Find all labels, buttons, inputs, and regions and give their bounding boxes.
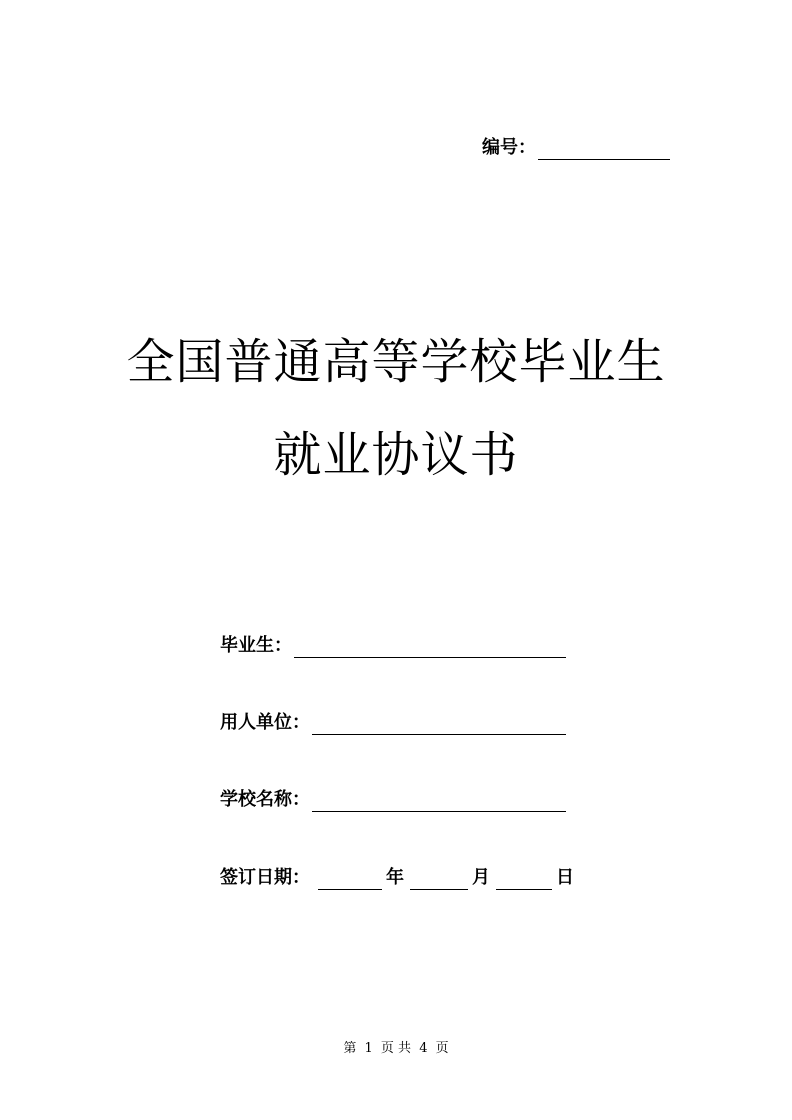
employer-blank[interactable]	[312, 714, 566, 735]
school-name-label: 学校名称：	[220, 789, 310, 810]
year-blank[interactable]	[318, 869, 382, 890]
document-number-label: 编号：	[482, 137, 536, 158]
employer-field	[220, 711, 566, 735]
signing-date-label: 签订日期：	[220, 867, 310, 888]
document-number-line	[482, 136, 670, 160]
document-title-line-2: 就业协议书	[273, 427, 519, 483]
day-blank[interactable]	[496, 869, 552, 890]
school-name-blank[interactable]	[312, 791, 566, 812]
school-name-field	[220, 788, 566, 812]
document-title-line-1: 全国普通高等学校毕业生	[126, 334, 666, 390]
day-unit: 日	[556, 867, 574, 888]
page-total: 4	[419, 1041, 428, 1056]
page-mid: 页 共	[380, 1041, 412, 1056]
month-blank[interactable]	[410, 869, 468, 890]
page-current: 1	[364, 1041, 373, 1056]
month-unit: 月	[472, 867, 490, 888]
document-number-blank[interactable]	[538, 139, 670, 160]
page-footer	[0, 1040, 792, 1058]
page-prefix: 第	[343, 1041, 357, 1056]
signing-date-field	[220, 866, 574, 890]
page-suffix: 页	[435, 1041, 449, 1056]
graduate-label: 毕业生：	[220, 635, 292, 656]
year-unit: 年	[386, 867, 404, 888]
graduate-field	[220, 634, 566, 658]
employer-label: 用人单位：	[220, 712, 310, 733]
graduate-blank[interactable]	[294, 637, 566, 658]
